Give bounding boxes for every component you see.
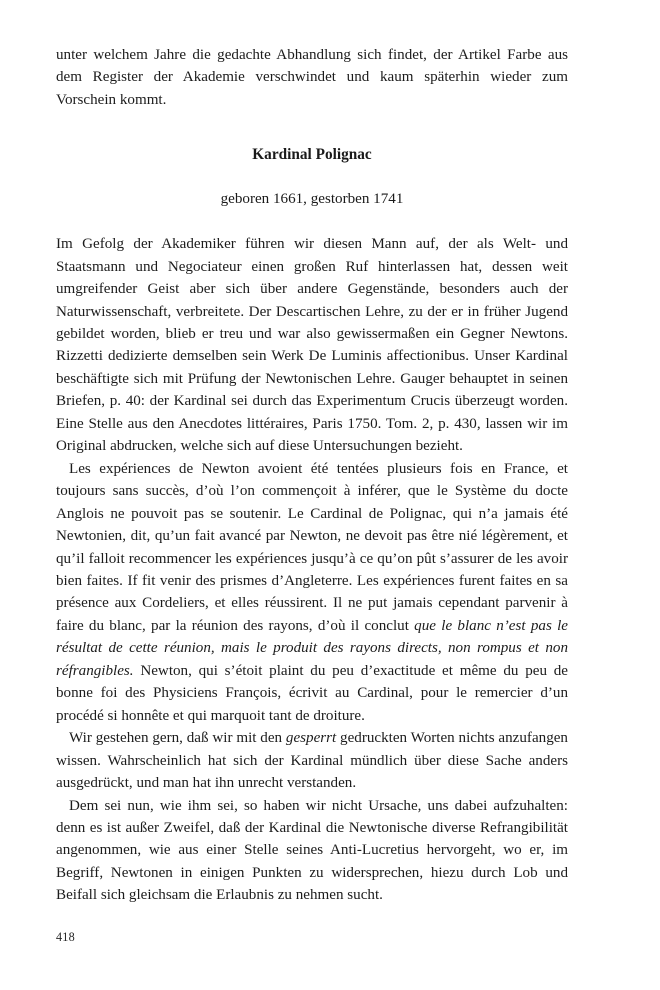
paragraph-continuation-top: unter welchem Jahre die gedachte Abhandlung sich findet, der Artikel Farbe aus dem Register der Akademie verschwindet und kaum späterhin wieder zum Vorschein kommt.	[56, 47, 568, 108]
paragraph-commentary-gesperrt	[56, 727, 568, 794]
spacer-after-heading	[56, 167, 568, 188]
gesperrt-text-part-one: Wir gestehen gern, daß wir mit den	[69, 730, 286, 747]
french-text-part-two: Newton, qui s’étoit plaint du peu d’exactitude et même du peu de bonne foi des Physiciens François, écrivit au Cardinal, pour le remercier d’un procédé si honnête et qui marquoit tant de droiture.	[56, 662, 568, 724]
french-text-part-one: Les expériences de Newton avoient été tentées plusieurs fois en France, et toujours sans succès, d’où l’on commençoit à inférer, que le Système du docte Anglois ne pouvoit pas se soutenir. Le Cardinal de Polignac, qui n’a jamais été Newtonien, dit, qu’un fait avancé par Newton, ne devoit pas être nié légèrement, et qu’il falloit recommencer les expériences jusqu’à ce qu’on pût s’assurer de les avoir bien faites. If fit venir des prismes d’Angleterre. Les expériences furent faites en sa présence aux Cordeliers, et elles réussirent. Il ne put jamais cependant parvenir à faire du blanc, par la réunion des rayons, d’où il conclut	[56, 460, 568, 634]
section-subheading-dates: geboren 1661, gestorben 1741	[220, 190, 404, 207]
spacer-after-subheading	[56, 210, 568, 233]
section-heading: Kardinal Polignac	[252, 146, 372, 164]
page-text-block	[56, 44, 568, 907]
spacer-before-heading	[56, 111, 568, 144]
gesperrt-italic-word: gesperrt	[285, 730, 337, 747]
page-number: 418	[56, 930, 75, 944]
paragraph-conclusion: Dem sei nun, wie ihm sei, so haben wir nicht Ursache, uns dabei aufzuhalten: denn es ist außer Zweifel, daß der Kardinal die Newtonische diverse Refrangibilität angenommen, wie aus einer Stelle seines Anti-Lucretius hervorgeht, wo er, im Begriff, Newtonen in einigen Punkten zu widersprechen, hiezu durch Lob und Beifall sich gleichsam die Erlaubnis zu nehmen sucht.	[56, 797, 568, 904]
paragraph-french-quotation	[56, 458, 568, 727]
gesperrt-text-part-two: gedruckten Worten nichts anzufangen wissen. Wahrscheinlich hat sich der Kardinal mündlich über diese Sache anders ausgedrückt, und man hat ihn unrecht verstanden.	[56, 730, 568, 792]
french-italic-emphasis: que le blanc n’est pas le résultat de cette réunion, mais le produit des rayons directs, non rompus et non réfrangibles.	[56, 617, 568, 679]
paragraph-introduction: Im Gefolg der Akademiker führen wir diesen Mann auf, der als Welt- und Staatsmann und Negociateur einen großen Ruf hinterlassen hat, dessen weit umgreifender Geist aber sich über andere Gegenstände, besonders auch der Naturwissenschaft, verbreitete. Der Descartischen Lehre, zu der er in früher Jugend gebildet worden, blieb er treu und war also gewissermaßen ein Gegner Newtons. Rizzetti dedizierte demselben sein Werk De Luminis affectionibus. Unser Kardinal beschäftigte sich mit Prüfung der Newtonischen Lehre. Gauger behauptet in seinen Briefen, p. 40: der Kardinal sei durch das Experimentum Crucis überzeugt worden. Eine Stelle aus den Anecdotes littéraires, Paris 1750. Tom. 2, p. 430, lassen wir im Original abdrucken, welche sich auf diese Untersuchungen bezieht.	[56, 236, 568, 455]
